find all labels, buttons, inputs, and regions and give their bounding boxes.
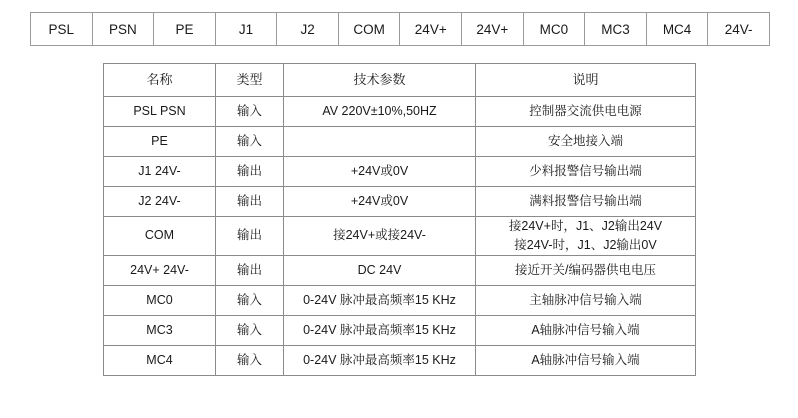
terminal-label-24v-plus-2: 24V+ xyxy=(462,13,524,46)
cell-desc xyxy=(476,217,696,256)
cell-name: J1 24V- xyxy=(104,157,216,187)
table-row xyxy=(104,157,696,187)
terminal-label-mc3: MC3 xyxy=(585,13,647,46)
cell-desc: 接近开关/编码器供电电压 xyxy=(476,255,696,285)
cell-type: 输入 xyxy=(216,285,284,315)
table-row xyxy=(104,345,696,375)
cell-name: MC3 xyxy=(104,315,216,345)
cell-desc: A轴脉冲信号输入端 xyxy=(476,315,696,345)
cell-desc: 主轴脉冲信号输入端 xyxy=(476,285,696,315)
cell-name: 24V+ 24V- xyxy=(104,255,216,285)
cell-param: 接24V+或接24V- xyxy=(284,217,476,256)
column-header-desc: 说明 xyxy=(476,64,696,97)
terminal-label-j1: J1 xyxy=(215,13,277,46)
terminal-strip xyxy=(30,12,770,46)
table-row xyxy=(104,127,696,157)
cell-name: MC4 xyxy=(104,345,216,375)
cell-desc-line-1: 接24V+时，J1、J2输出24V xyxy=(508,219,663,233)
cell-type: 输出 xyxy=(216,187,284,217)
column-header-name: 名称 xyxy=(104,64,216,97)
table-row xyxy=(104,217,696,256)
cell-desc: A轴脉冲信号输入端 xyxy=(476,345,696,375)
cell-param: DC 24V xyxy=(284,255,476,285)
cell-param: 0-24V 脉冲最高频率15 KHz xyxy=(284,315,476,345)
cell-type: 输入 xyxy=(216,97,284,127)
cell-name: J2 24V- xyxy=(104,187,216,217)
terminal-label-psn: PSN xyxy=(92,13,154,46)
cell-type: 输出 xyxy=(216,157,284,187)
table-row xyxy=(104,285,696,315)
cell-name: MC0 xyxy=(104,285,216,315)
table-header-row xyxy=(104,64,696,97)
cell-param: 0-24V 脉冲最高频率15 KHz xyxy=(284,285,476,315)
cell-param: +24V或0V xyxy=(284,187,476,217)
cell-type: 输入 xyxy=(216,345,284,375)
cell-name: PE xyxy=(104,127,216,157)
table-row xyxy=(104,187,696,217)
terminal-label-mc0: MC0 xyxy=(523,13,585,46)
column-header-param: 技术参数 xyxy=(284,64,476,97)
column-header-type: 类型 xyxy=(216,64,284,97)
cell-param: +24V或0V xyxy=(284,157,476,187)
terminal-label-j2: J2 xyxy=(277,13,339,46)
terminal-label-24v-plus-1: 24V+ xyxy=(400,13,462,46)
terminal-label-com: COM xyxy=(338,13,400,46)
cell-name: COM xyxy=(104,217,216,256)
specification-table xyxy=(103,63,696,376)
cell-param: AV 220V±10%,50HZ xyxy=(284,97,476,127)
terminal-strip-row xyxy=(31,13,770,46)
cell-type: 输出 xyxy=(216,255,284,285)
cell-param xyxy=(284,127,476,157)
cell-desc: 少料报警信号输出端 xyxy=(476,157,696,187)
cell-desc: 满料报警信号输出端 xyxy=(476,187,696,217)
terminal-label-psl: PSL xyxy=(31,13,93,46)
cell-param: 0-24V 脉冲最高频率15 KHz xyxy=(284,345,476,375)
terminal-label-mc4: MC4 xyxy=(646,13,708,46)
table-row xyxy=(104,97,696,127)
cell-desc: 安全地接入端 xyxy=(476,127,696,157)
cell-desc: 控制器交流供电电源 xyxy=(476,97,696,127)
cell-type: 输出 xyxy=(216,217,284,256)
cell-type: 输入 xyxy=(216,127,284,157)
terminal-label-pe: PE xyxy=(154,13,216,46)
table-row xyxy=(104,315,696,345)
cell-desc-line-2: 接24V-时，J1、J2输出0V xyxy=(514,237,657,252)
cell-type: 输入 xyxy=(216,315,284,345)
terminal-label-24v-minus: 24V- xyxy=(708,13,770,46)
table-row xyxy=(104,255,696,285)
cell-name: PSL PSN xyxy=(104,97,216,127)
